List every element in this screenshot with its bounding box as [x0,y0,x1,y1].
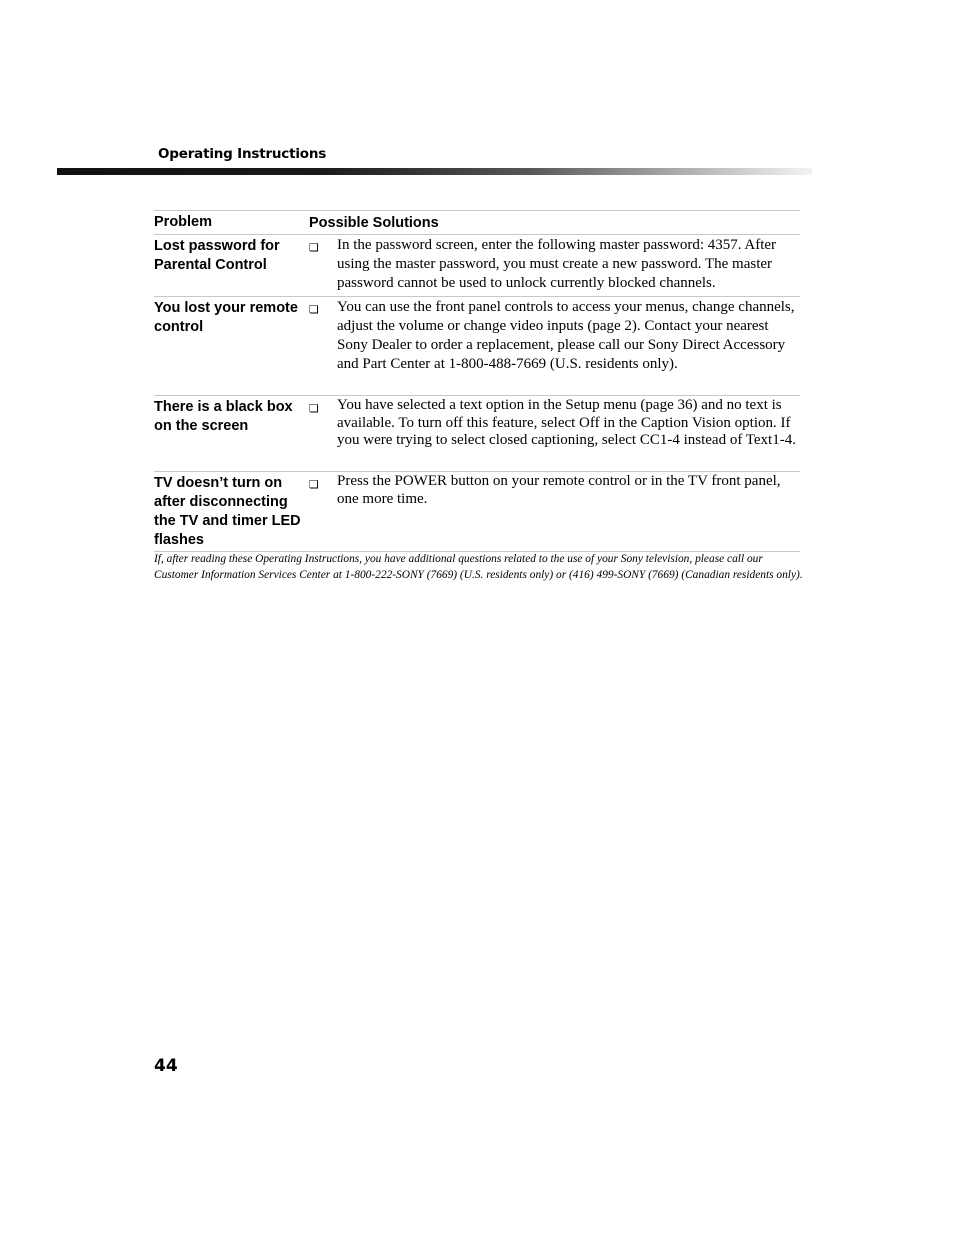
problem-cell: TV doesn’t turn on after disconnecting the TV and timer LED flashes [154,475,301,548]
solution-text: Press the POWER button on your remote control or in the TV front panel, one more time. [337,473,781,507]
checkbox-icon: ❏ [309,402,319,415]
solution-cell [309,298,800,395]
solution-text: In the password screen, enter the following master password: 4357. After using the master password, you must create a new password. The master password cannot be used to unlock currently blocked channels. [337,237,777,291]
troubleshooting-table [154,210,800,552]
table-row [154,472,800,552]
solution-cell [309,397,800,471]
problem-cell: There is a black box on the screen [154,399,293,434]
page-number: 44 [154,1056,178,1076]
problem-cell: Lost password for Parental Control [154,238,280,273]
problem-cell: You lost your remote control [154,300,298,335]
solution-cell [309,473,800,551]
table-header-row [154,211,800,235]
checkbox-icon: ❏ [309,478,319,491]
table-row [154,396,800,472]
checkbox-icon: ❏ [309,241,319,254]
solution-cell [309,236,800,296]
table-row [154,235,800,297]
page-header-title: Operating Instructions [158,146,327,162]
footnote: If, after reading these Operating Instructions, you have additional questions related to the use of your Sony television, please call our Customer Information Services Center at 1-800-222-SONY (7669) (U.S. residents only) or (416) 499-SONY (7669) (Canadian residents only). [154,553,803,581]
solution-text: You have selected a text option in the Setup menu (page 36) and no text is available. To turn off this feature, select Off in the Caption Vision option. If you were trying to select closed captioning, select CC1-4 instead of Text1-4. [337,397,796,448]
checkbox-icon: ❏ [309,303,319,316]
column-header-problem: Problem [154,214,213,230]
header-rule [57,168,812,175]
column-header-solutions: Possible Solutions [309,214,439,231]
table-row [154,297,800,396]
solution-text: You can use the front panel controls to access your menus, change channels, adjust the volume or change video inputs (page 2). Contact your nearest Sony Dealer to order a replacement, please call our Sony Direct Accessory and Part Center at 1-800-488-7669 (U.S. residents only). [337,299,795,372]
